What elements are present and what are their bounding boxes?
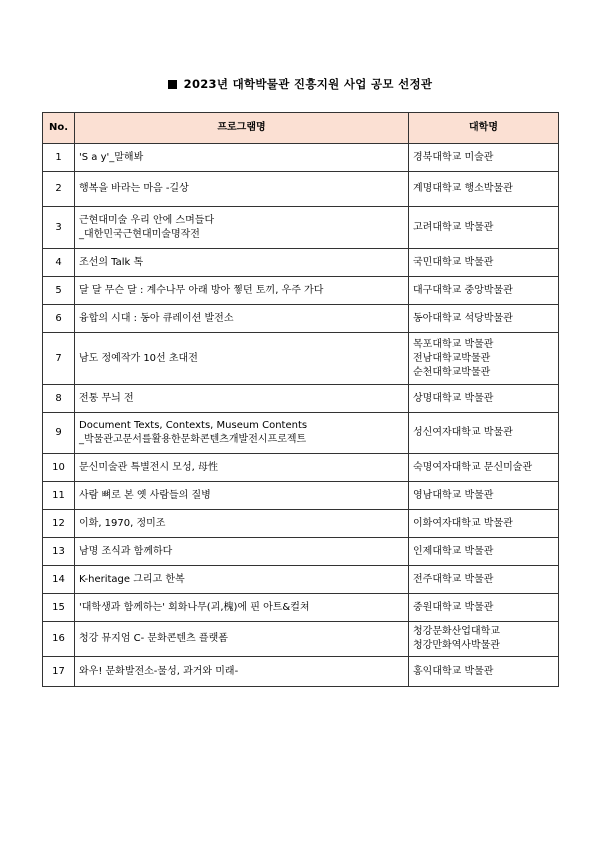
row-number: 4 (43, 249, 75, 277)
document-title-text: 2023년 대학박물관 진흥지원 사업 공모 선정관 (183, 77, 433, 91)
header-no: No. (43, 113, 75, 144)
table-row (43, 249, 559, 277)
university-name-cell (409, 305, 559, 333)
program-name-cell (75, 385, 409, 413)
university-name-cell (409, 510, 559, 538)
table-row (43, 144, 559, 172)
program-name: 이화, 1970, 정미조 (79, 517, 166, 529)
university-name: 대구대학교 중앙박물관 (413, 284, 513, 296)
program-name: _박물관고문서를활용한문화콘텐츠개발전시프로젝트 (79, 434, 307, 445)
program-name-cell (75, 510, 409, 538)
selection-table (42, 112, 559, 687)
table-row (43, 333, 559, 385)
row-number: 5 (43, 277, 75, 305)
program-name: 조선의 Talk 톡 (79, 256, 144, 268)
program-name: 문신미술관 특별전시 모성, 母性 (79, 461, 218, 473)
university-name: 청강만화역사박물관 (413, 640, 500, 651)
program-name-cell (75, 207, 409, 249)
header-university: 대학명 (409, 113, 559, 144)
row-number: 6 (43, 305, 75, 333)
row-number: 14 (43, 566, 75, 594)
university-name: 인제대학교 박물관 (413, 545, 494, 557)
university-name: 전주대학교 박물관 (413, 573, 494, 585)
university-name: 홍익대학교 박물관 (413, 665, 494, 677)
university-name-cell (409, 482, 559, 510)
university-name: 고려대학교 박물관 (413, 221, 494, 233)
program-name-cell (75, 277, 409, 305)
university-name: 청강문화산업대학교 (413, 626, 500, 637)
university-name-cell (409, 277, 559, 305)
table-row (43, 207, 559, 249)
university-name-cell (409, 249, 559, 277)
table-row (43, 277, 559, 305)
program-name: _대한민국근현대미술명작전 (79, 228, 200, 240)
table-row (43, 510, 559, 538)
program-name: K-heritage 그리고 한복 (79, 573, 185, 585)
university-name-cell (409, 172, 559, 207)
table-row (43, 657, 559, 687)
table-row (43, 454, 559, 482)
program-name-cell (75, 594, 409, 622)
program-name: '대학생과 함께하는' 회화나무(괴,槐)에 핀 아트&컬쳐 (79, 601, 310, 613)
row-number: 8 (43, 385, 75, 413)
university-name: 국민대학교 박물관 (413, 256, 494, 268)
table-row (43, 594, 559, 622)
university-name: 순천대학교박물관 (413, 366, 491, 378)
university-name-cell (409, 594, 559, 622)
university-name-cell (409, 413, 559, 454)
table-row (43, 413, 559, 454)
row-number: 15 (43, 594, 75, 622)
program-name: 사람 뼈로 본 옛 사람들의 질병 (79, 489, 211, 501)
row-number: 10 (43, 454, 75, 482)
university-name: 성신여자대학교 박물관 (413, 427, 513, 438)
program-name-cell (75, 538, 409, 566)
program-name-cell (75, 454, 409, 482)
row-number: 3 (43, 207, 75, 249)
table-row (43, 622, 559, 657)
table-row (43, 538, 559, 566)
university-name: 경북대학교 미술관 (413, 151, 494, 163)
row-number: 12 (43, 510, 75, 538)
row-number: 9 (43, 413, 75, 454)
program-name: 남명 조식과 함께하다 (79, 545, 173, 557)
university-name-cell (409, 454, 559, 482)
university-name: 중원대학교 박물관 (413, 601, 494, 613)
program-name-cell (75, 144, 409, 172)
table-row (43, 172, 559, 207)
university-name: 동아대학교 석당박물관 (413, 312, 513, 324)
program-name: 남도 정예작가 10선 초대전 (79, 352, 198, 364)
row-number: 16 (43, 622, 75, 657)
university-name: 목포대학교 박물관 (413, 338, 494, 350)
program-name: 와우! 문화발전소-물성, 과거와 미래- (79, 665, 239, 677)
program-name-cell (75, 657, 409, 687)
university-name-cell (409, 333, 559, 385)
program-name: 달 달 무슨 달 : 계수나무 아래 방아 찧던 토끼, 우주 가다 (79, 284, 324, 296)
row-number: 2 (43, 172, 75, 207)
university-name-cell (409, 538, 559, 566)
program-name-cell (75, 622, 409, 657)
table-row (43, 305, 559, 333)
table-row (43, 566, 559, 594)
program-name-cell (75, 413, 409, 454)
university-name: 이화여자대학교 박물관 (413, 517, 513, 529)
program-name-cell (75, 566, 409, 594)
program-name: 'S a y'_말해봐 (79, 151, 144, 163)
program-name-cell (75, 172, 409, 207)
program-name-cell (75, 249, 409, 277)
program-name: Document Texts, Contexts, Museum Contents (79, 420, 308, 431)
header-program: 프로그램명 (75, 113, 409, 144)
table-header-row (43, 113, 559, 144)
program-name-cell (75, 305, 409, 333)
program-name: 근현대미술 우리 안에 스며들다 (79, 214, 215, 226)
program-name-cell (75, 333, 409, 385)
row-number: 11 (43, 482, 75, 510)
program-name: 융합의 시대 : 동아 큐레이션 발전소 (79, 312, 234, 324)
program-name: 전통 무늬 전 (79, 392, 134, 404)
row-number: 17 (43, 657, 75, 687)
university-name: 전남대학교박물관 (413, 352, 491, 364)
row-number: 13 (43, 538, 75, 566)
university-name-cell (409, 144, 559, 172)
university-name: 숙명여자대학교 문신미술관 (413, 461, 533, 473)
program-name: 청강 뮤지엄 C- 문화콘텐츠 플랫폼 (79, 633, 228, 644)
university-name: 계명대학교 행소박물관 (413, 183, 513, 194)
table-body (43, 144, 559, 687)
university-name-cell (409, 385, 559, 413)
program-name-cell (75, 482, 409, 510)
university-name-cell (409, 622, 559, 657)
university-name-cell (409, 657, 559, 687)
table-row (43, 385, 559, 413)
program-name: 행복을 바라는 마음 -길상 (79, 183, 189, 194)
document-title (0, 76, 600, 92)
table-row (43, 482, 559, 510)
university-name: 영남대학교 박물관 (413, 489, 494, 501)
row-number: 7 (43, 333, 75, 385)
university-name-cell (409, 566, 559, 594)
university-name-cell (409, 207, 559, 249)
university-name: 상명대학교 박물관 (413, 392, 494, 404)
square-bullet-icon (168, 80, 177, 89)
row-number: 1 (43, 144, 75, 172)
